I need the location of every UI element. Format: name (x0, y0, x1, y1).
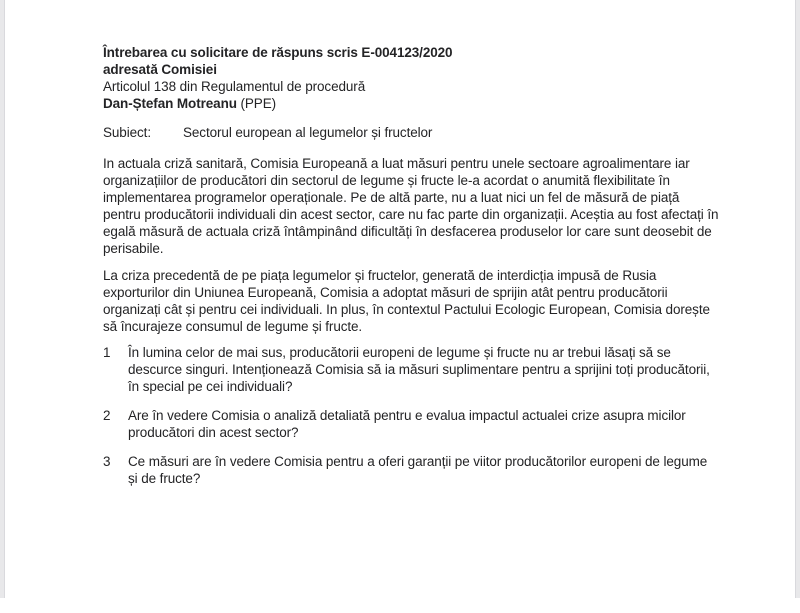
document-content (103, 44, 719, 487)
question-text-2: Are în vedere Comisia o analiză detaliată pentru e evalua impactul actualei crize asupra micilor producători din acest sector? (128, 408, 686, 440)
rule-reference-line: Articolul 138 din Regulamentul de procedură (103, 79, 366, 94)
question-item-3 (103, 453, 719, 487)
question-text-1: În lumina celor de mai sus, producătorii europeni de legume și fructe nu ar trebui lăsați să se descurce singuri. Intenționează Comisia să ia măsuri suplimentare pentru a sprijini toți producătorii, în special pe cei individuali? (128, 345, 710, 394)
left-photo-edge (0, 0, 5, 598)
question-number-1: 1 (103, 345, 111, 360)
author-political-group: (PPE) (236, 96, 277, 111)
body-paragraph-2: La criza precedentă de pe piața legumelor și fructelor, generată de interdicția impusă de Rusia exporturilor din Uniunea Europeană, Comisia a adoptat măsuri de sprijin atât pentru producătorii organizați cât și pentru cei individuali. In plus, în contextul Pactului Ecologic European, Comisia dorește să încurajeze consumul de legume și fructe. (103, 268, 710, 334)
document-header (103, 44, 719, 112)
subject-row (103, 124, 719, 141)
question-text-3: Ce măsuri are în vedere Comisia pentru a oferi garanții pe viitor producătorilor europeni de legume și de fructe? (128, 454, 708, 486)
body-paragraph-1: In actuala criză sanitară, Comisia Europeană a luat măsuri pentru unele sectoare agroalimentare iar organizațiilor de producători din sectorul de legume și fructe le-a acordat o anumită flexibilitate în implementarea programelor operaționale. Pe de altă parte, nu a luat nici un fel de măsură de piață pentru producătorii individuali din acest sector, care nu fac parte din organizații. Aceștia au fost afectați în egală măsură de actuala criză întâmpinând dificultăți în desfacerea produselor lor care sunt deosebit de perisabile. (103, 156, 719, 256)
question-number-3: 3 (103, 454, 111, 469)
author-name: Dan-Ștefan Motreanu (103, 96, 237, 111)
question-item-2 (103, 407, 719, 441)
question-title-line2: adresată Comisiei (103, 62, 217, 77)
right-photo-edge (795, 0, 800, 598)
subject-value: Sectorul european al legumelor și fructelor (183, 125, 433, 140)
author-line (103, 95, 719, 112)
question-item-1 (103, 344, 719, 395)
subject-label: Subiect: (103, 125, 151, 140)
question-title-line1: Întrebarea cu solicitare de răspuns scris E-004123/2020 (103, 45, 453, 60)
question-number-2: 2 (103, 408, 111, 423)
